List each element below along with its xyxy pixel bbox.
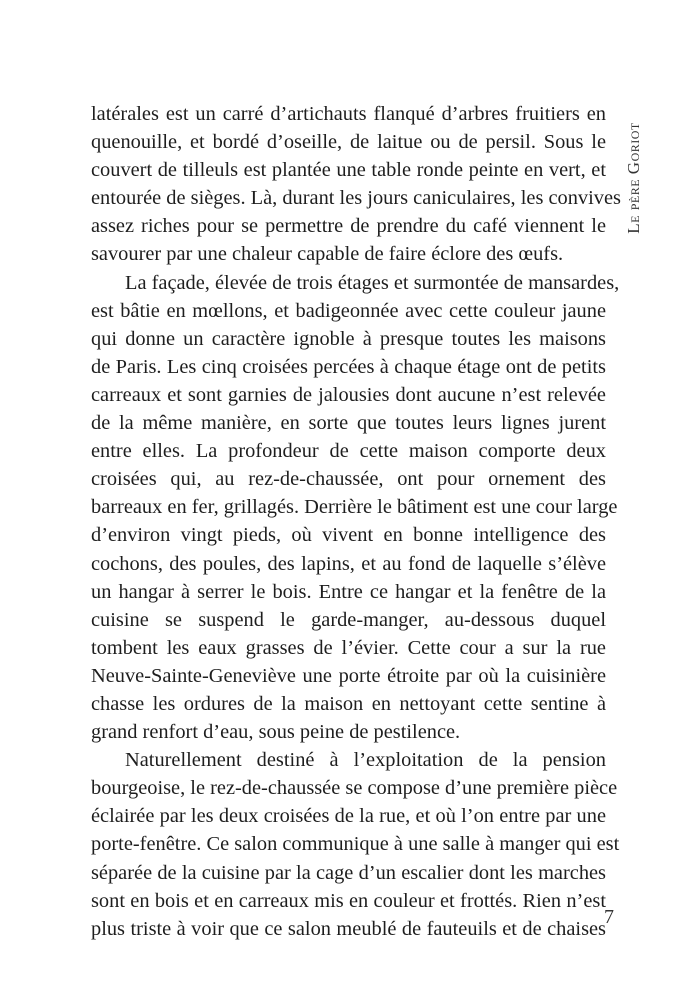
text-line: couvert de tilleuls est plantée une table ronde peinte en vert, et: [91, 159, 606, 182]
text-line: quenouille, et bordé d’oseille, de laitue ou de persil. Sous le: [91, 131, 606, 154]
text-line: barreaux en fer, grillagés. Derrière le bâtiment est une cour large: [91, 496, 618, 519]
running-head-title: Le père Goriot: [624, 122, 643, 234]
text-line: bourgeoise, le rez-de-chaussée se compose d’une première pièce: [91, 777, 618, 800]
paragraph: [91, 746, 620, 943]
text-line: chasse les ordures de la maison en nettoyant cette sentine à: [91, 692, 606, 715]
paragraph: [91, 100, 621, 269]
text-line: Neuve-Sainte-Geneviève une porte étroite par où la cuisinière: [91, 664, 606, 687]
text-line: carreaux et sont garnies de jalousies dont aucune n’est relevée: [91, 383, 606, 406]
text-line: d’environ vingt pieds, où vivent en bonne intelligence des: [91, 524, 606, 547]
text-line: séparée de la cuisine par la cage d’un escalier dont les marches: [91, 861, 606, 884]
text-line: latérales est un carré d’artichauts flanqué d’arbres fruitiers en: [91, 103, 606, 125]
text-line: entourée de sièges. Là, durant les jours caniculaires, les convives: [91, 187, 621, 210]
text-line: un hangar à serrer le bois. Entre ce hangar et la fenêtre de la: [91, 580, 606, 603]
text-line: La façade, élevée de trois étages et surmontée de mansardes,: [125, 271, 620, 294]
text-line: de la même manière, en sorte que toutes leurs lignes jurent: [91, 412, 606, 435]
text-line: porte-fenêtre. Ce salon communique à une salle à manger qui est: [91, 833, 620, 856]
text-line: cuisine se suspend le garde-manger, au-dessous duquel: [91, 608, 606, 631]
running-head: [620, 103, 648, 253]
text-line: croisées qui, au rez-de-chaussée, ont pour ornement des: [91, 468, 606, 491]
text-line: entre elles. La profondeur de cette maison comporte deux: [91, 440, 606, 463]
text-line: est bâtie en mœllons, et badigeonnée avec cette couleur jaune: [91, 299, 606, 322]
paragraph: [91, 269, 620, 747]
text-line: tombent les eaux grasses de l’évier. Cette cour a sur la rue: [91, 636, 606, 659]
text-line: savourer par une chaleur capable de faire éclore des œufs.: [91, 243, 564, 266]
text-line: de Paris. Les cinq croisées percées à chaque étage ont de petits: [91, 355, 606, 378]
text-line: éclairée par les deux croisées de la rue, et où l’on entre par une: [91, 805, 606, 828]
text-line: cochons, des poules, des lapins, et au fond de laquelle s’élève: [91, 552, 606, 575]
text-line: plus triste à voir que ce salon meublé de fauteuils et de chaises: [91, 917, 606, 940]
text-line: sont en bois et en carreaux mis en couleur et frottés. Rien n’est: [91, 889, 606, 912]
text-line: qui donne un caractère ignoble à presque toutes les maisons: [91, 327, 606, 350]
page-number: 7: [604, 906, 614, 928]
text-line: grand renfort d’eau, sous peine de pestilence.: [91, 721, 461, 744]
text-line: Naturellement destiné à l’exploitation de la pension: [125, 749, 606, 772]
body-text: [91, 100, 621, 943]
text-line: assez riches pour se permettre de prendre du café viennent le: [91, 215, 606, 238]
